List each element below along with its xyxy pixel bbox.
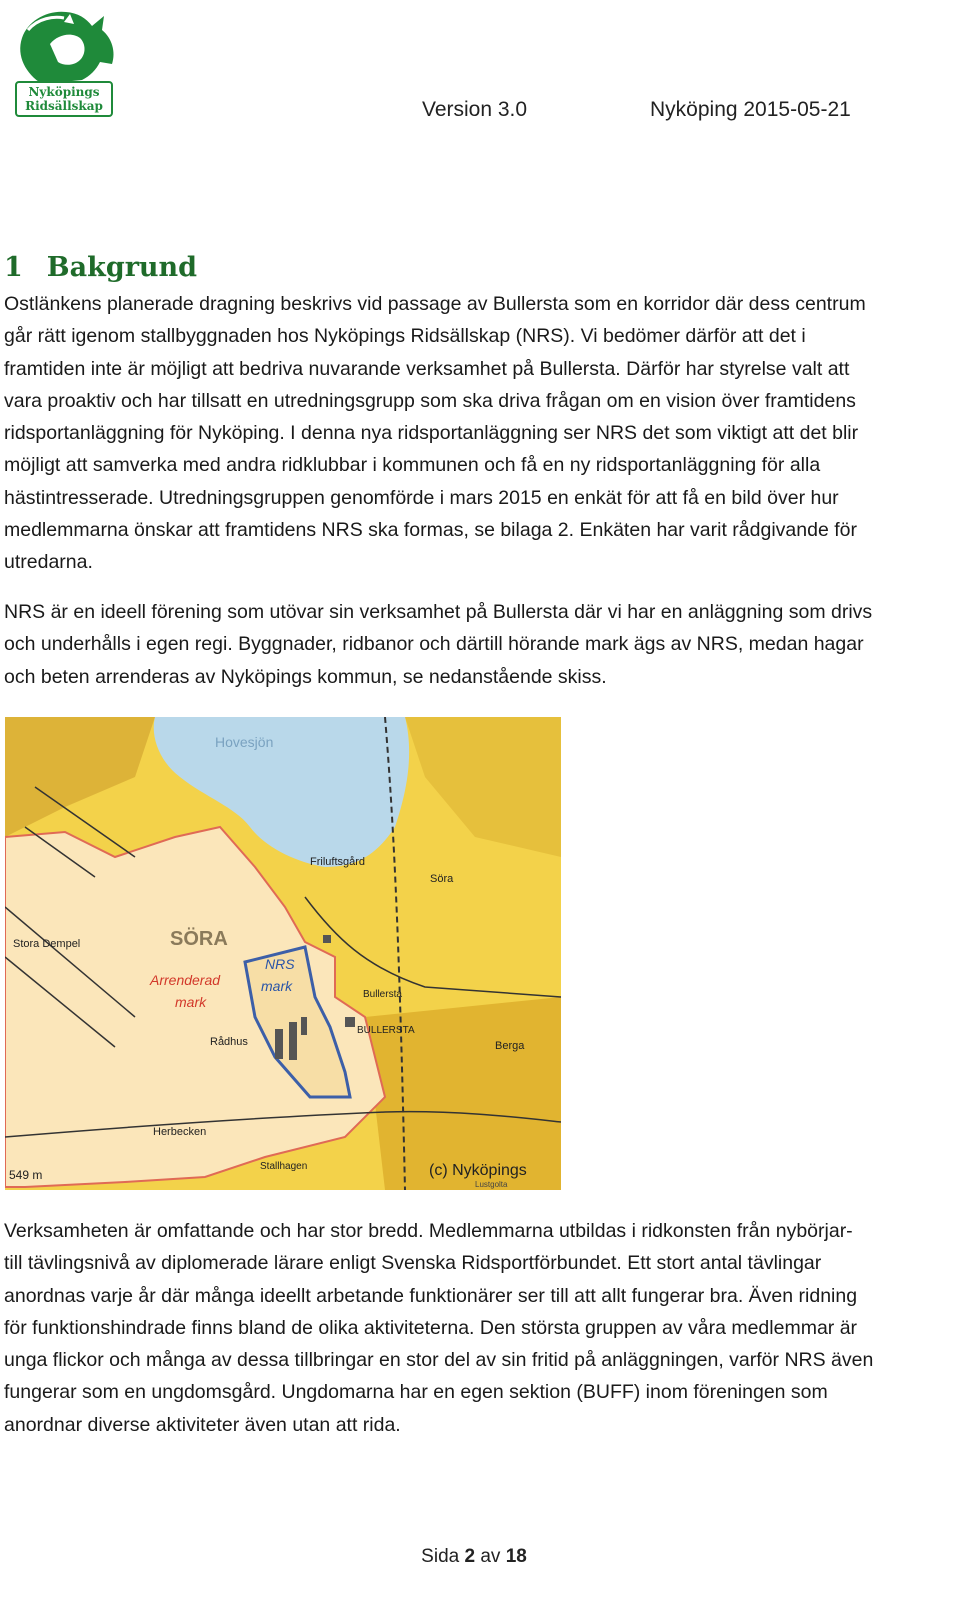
text-line: framtiden inte är möjligt att bedriva nuvarande verksamhet på Bullersta. Därför har styrelse valt att bbox=[4, 357, 850, 380]
section-title: Bakgrund bbox=[46, 252, 198, 283]
logo-text-line1: Nyköpings bbox=[28, 85, 100, 99]
map-building bbox=[345, 1017, 355, 1027]
map-label-sora: SÖRA bbox=[170, 928, 228, 950]
map-label-bullersta: Bullersta bbox=[363, 989, 402, 1000]
text-line: anordnas varje år där många ideellt arbetande funktionärer ser till att allt fungerar bra. Även ridning bbox=[4, 1284, 858, 1307]
text-line: går rätt igenom stallbyggnaden hos Nyköpings Ridsällskap (NRS). Vi bedömer därför att det i bbox=[4, 325, 806, 348]
paragraph-organisation bbox=[4, 596, 934, 693]
text-line: fungerar som en ungdomsgård. Ungdomarna har en egen sektion (BUFF) inom föreningen som bbox=[4, 1381, 828, 1404]
document-version: Version 3.0 bbox=[422, 98, 528, 121]
text-line: NRS är en ideell förening som utövar sin verksamhet på Bullersta där vi har en anläggning som drivs bbox=[4, 601, 873, 623]
map-label-stora-dempel: Stora Dempel bbox=[13, 938, 81, 950]
text-line: hästintresserade. Utredningsgruppen genomförde i mars 2015 en enkät för att få en bild över hur bbox=[4, 486, 839, 509]
text-line: till tävlingsnivå av diplomerade lärare enligt Svenska Ridsportförbundet. Ett stort antal tävlingar bbox=[4, 1252, 822, 1275]
document-date: Nyköping 2015-05-21 bbox=[650, 98, 851, 121]
page-footer bbox=[0, 1546, 948, 1568]
map-building bbox=[275, 1029, 283, 1059]
map-label-sora-small: Sörа bbox=[430, 873, 454, 885]
section-number: 1 bbox=[4, 252, 23, 283]
paragraph-background bbox=[4, 288, 934, 579]
map-copyright: (c) Nyköpings bbox=[429, 1162, 527, 1179]
map-building bbox=[301, 1017, 307, 1035]
horse-head-logo-icon bbox=[8, 4, 120, 118]
text-line: möjligt att samverka med andra ridklubbar i kommunen och få en ny ridsportanläggning för alla bbox=[4, 454, 821, 477]
footer-prefix: Sida bbox=[421, 1546, 465, 1567]
map-label-bullersta-caps: BULLERSTA bbox=[357, 1025, 415, 1036]
map-copyright-sub: Lustgolta bbox=[475, 1180, 508, 1189]
footer-page-total: 18 bbox=[505, 1546, 527, 1567]
text-line: och beten arrenderas av Nyköpings kommun, se nedanstående skiss. bbox=[4, 665, 607, 688]
paragraph-activities bbox=[4, 1215, 934, 1441]
footer-middle: av bbox=[475, 1546, 506, 1567]
club-logo bbox=[8, 4, 120, 118]
map-label-arrenderad: Arrenderad bbox=[150, 972, 221, 988]
map-label-arrenderad-mark: mark bbox=[175, 994, 207, 1010]
logo-text-line2: Ridsällskap bbox=[25, 99, 103, 113]
text-line: och underhålls i egen regi. Byggnader, ridbanor och därtill hörande mark ägs av NRS, medan hagar bbox=[4, 633, 864, 656]
map-building bbox=[323, 935, 331, 943]
map-label-radhus: Rådhus bbox=[210, 1036, 248, 1048]
text-line: medlemmarna önskar att framtidens NRS ska formas, se bilaga 2. Enkäten har varit rådgivande för bbox=[4, 519, 857, 542]
text-line: Ostlänkens planerade dragning beskrivs vid passage av Bullersta som en korridor där dess centrum bbox=[4, 293, 866, 315]
map-label-herbecken: Herbecken bbox=[153, 1126, 207, 1138]
text-line: unga flickor och många av dessa tillbringar en stor del av sin fritid på anläggningen, varför NRS även bbox=[4, 1349, 874, 1372]
text-line: anordnar diverse aktiviteter även utan att rida. bbox=[4, 1413, 401, 1436]
footer-page-number: 2 bbox=[464, 1546, 476, 1567]
map-building bbox=[289, 1022, 297, 1060]
text-line: för funktionshindrade finns bland de olika aktiviteterna. Den största gruppen av våra medlemmar är bbox=[4, 1316, 858, 1339]
map-label-nrs-mark: mark bbox=[261, 978, 293, 994]
map-label-nrs: NRS bbox=[265, 956, 295, 972]
map-scale: 549 m bbox=[9, 1168, 43, 1182]
text-line: vara proaktiv och har tillsatt en utredningsgrupp som ska driva frågan om en vision över framtidens bbox=[4, 389, 856, 412]
text-line: ridsportanläggning för Nyköping. I denna nya ridsportanläggning ser NRS det som viktigt att det blir bbox=[4, 422, 859, 445]
section-heading bbox=[4, 252, 197, 283]
text-line: Verksamheten är omfattande och har stor bredd. Medlemmarna utbildas i ridkonsten från nybörjar- bbox=[4, 1220, 853, 1242]
map-label-lake: Hovesjön bbox=[215, 734, 274, 750]
map-label-berga: Berga bbox=[495, 1040, 525, 1052]
map-label-friluftsgard: Friluftsgård bbox=[310, 856, 366, 868]
map-label-stallhagen: Stallhagen bbox=[260, 1161, 308, 1172]
site-map-image bbox=[5, 717, 561, 1190]
text-line: utredarna. bbox=[4, 551, 93, 574]
site-map bbox=[5, 717, 561, 1190]
